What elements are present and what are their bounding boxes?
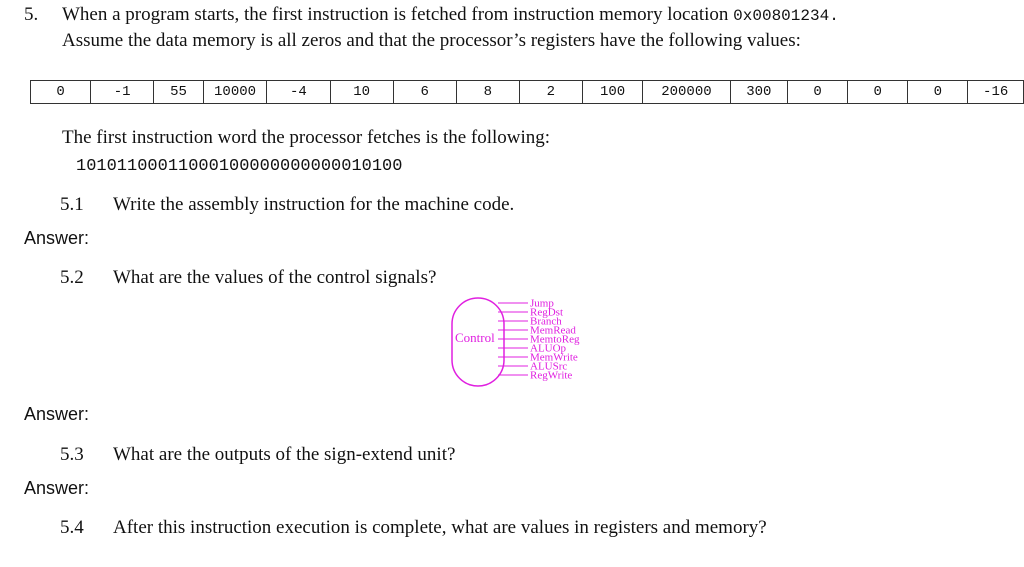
part-5-2-question: What are the values of the control signals? <box>113 267 437 288</box>
fetch-statement: The first instruction word the processor fetches is the following: <box>62 127 551 148</box>
control-signal-label: MemWrite <box>530 351 578 364</box>
part-5-3-number: 5.3 <box>60 444 84 465</box>
register-cell: 0 <box>31 81 91 104</box>
register-cell: -16 <box>968 81 1024 104</box>
part-5-4-question: After this instruction execution is complete, what are values in registers and memory? <box>113 517 767 538</box>
answer-label-5-3: Answer: <box>24 478 90 498</box>
control-signal-label: RegWrite <box>530 369 573 382</box>
answer-label-5-2: Answer: <box>24 404 90 424</box>
register-cell: 8 <box>456 81 519 104</box>
register-cell: 300 <box>730 81 787 104</box>
question-line-1 <box>62 4 839 26</box>
part-5-2-number: 5.2 <box>60 267 84 288</box>
register-cell: -1 <box>91 81 154 104</box>
register-cell: 55 <box>154 81 203 104</box>
answer-label-5-1: Answer: <box>24 228 90 248</box>
control-signal-label: ALUSrc <box>530 360 568 373</box>
control-unit-diagram <box>440 292 600 392</box>
control-signal-label: Branch <box>530 315 562 328</box>
control-signal-label: MemtoReg <box>530 333 580 346</box>
control-signal-label: Jump <box>530 297 554 310</box>
register-cell: 0 <box>788 81 848 104</box>
question-line-1-text: When a program starts, the first instruction is fetched from instruction memory location <box>62 4 734 25</box>
register-cell: -4 <box>267 81 330 104</box>
register-cell: 2 <box>519 81 582 104</box>
part-5-4-number: 5.4 <box>60 517 84 538</box>
question-number: 5. <box>24 4 39 25</box>
instruction-binary: 10101100011000100000000000010100 <box>76 157 403 176</box>
instruction-address: 0x00801234. <box>733 7 839 25</box>
register-cell: 10 <box>330 81 393 104</box>
question-line-2: Assume the data memory is all zeros and that the processor’s registers have the following values: <box>62 30 801 51</box>
control-signal-label: ALUOp <box>530 342 567 355</box>
control-signal-label: MemRead <box>530 324 576 337</box>
register-cell: 100 <box>582 81 642 104</box>
register-values-row <box>31 81 1024 104</box>
part-5-1-question: Write the assembly instruction for the machine code. <box>113 194 515 215</box>
part-5-3-question: What are the outputs of the sign-extend unit? <box>113 444 456 465</box>
register-cell: 0 <box>908 81 968 104</box>
register-values-table <box>30 80 1024 104</box>
register-cell: 10000 <box>203 81 267 104</box>
register-cell: 0 <box>848 81 908 104</box>
control-unit-label: Control <box>455 330 495 345</box>
register-cell: 6 <box>393 81 456 104</box>
control-signal-list <box>498 298 580 382</box>
part-5-1-number: 5.1 <box>60 194 84 215</box>
register-cell: 200000 <box>643 81 730 104</box>
control-signal-label: RegDst <box>530 306 563 319</box>
